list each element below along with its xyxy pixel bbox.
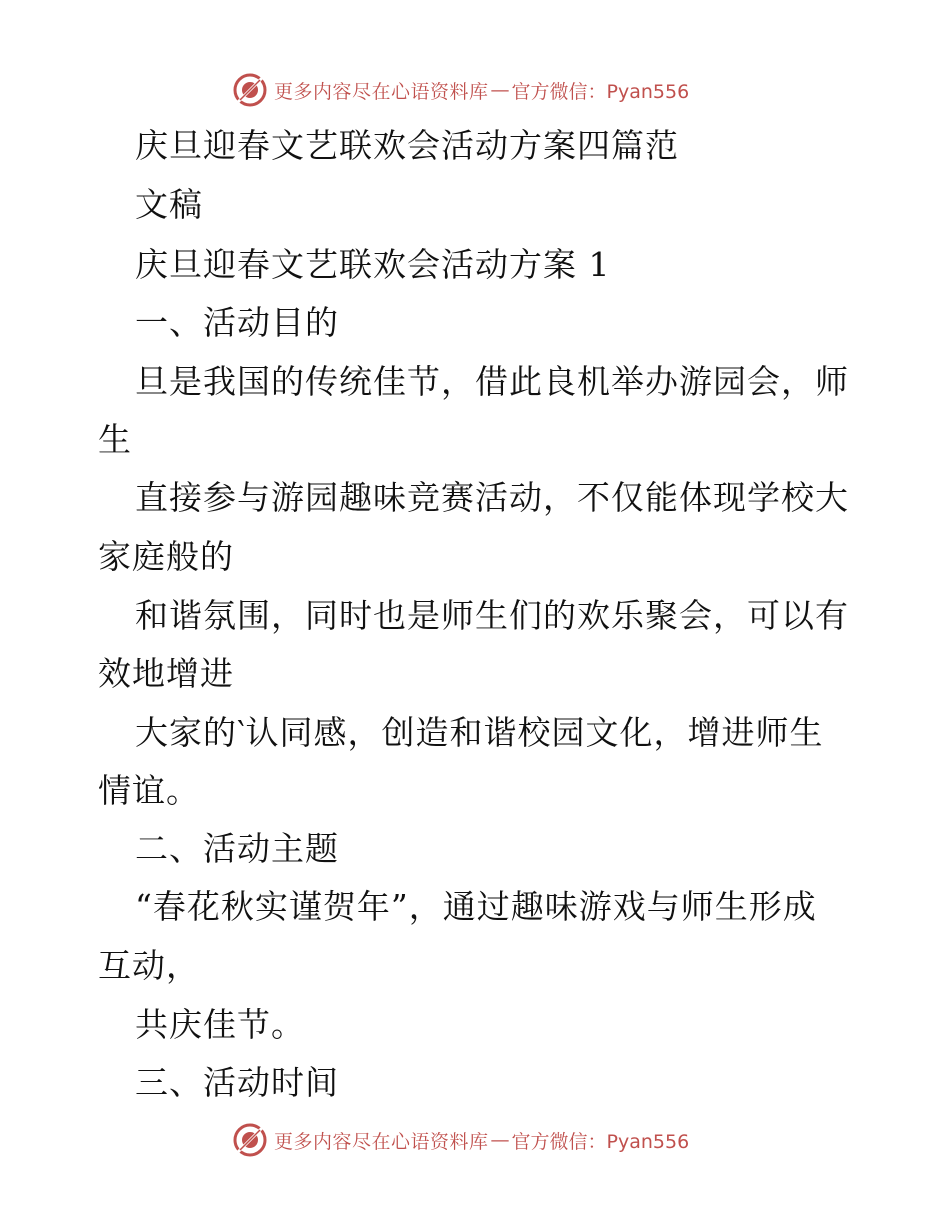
logo-icon xyxy=(232,72,268,108)
header-watermark xyxy=(232,70,712,110)
footer-watermark xyxy=(232,1120,712,1160)
paragraph-line: 效地增进 xyxy=(98,654,234,693)
paragraph-line: 旦是我国的传统佳节，借此良机举办游园会，师 xyxy=(135,362,849,401)
doc-title-line-2: 文稿 xyxy=(135,185,203,224)
paragraph-line: 家庭般的 xyxy=(98,537,234,576)
watermark-separator: — xyxy=(490,1129,510,1151)
logo-icon xyxy=(232,1122,268,1158)
paragraph-line: 直接参与游园趣味竞赛活动，不仅能体现学校大 xyxy=(135,478,849,517)
paragraph-line: “春花秋实谨贺年”，通过趣味游戏与师生形成 xyxy=(135,887,817,926)
doc-subtitle: 庆旦迎春文艺联欢会活动方案 1 xyxy=(135,245,611,284)
doc-title-line-1: 庆旦迎春文艺联欢会活动方案四篇范 xyxy=(135,126,679,165)
paragraph-line: 和谐氛围，同时也是师生们的欢乐聚会，可以有 xyxy=(135,596,849,635)
paragraph-line: 大家的‵认同感，创造和谐校园文化，增进师生 xyxy=(135,713,824,752)
watermark-separator: — xyxy=(490,79,510,101)
section-heading-2: 二、活动主题 xyxy=(135,829,339,868)
watermark-text: 更多内容尽在心语资料库 xyxy=(274,1130,489,1153)
paragraph-line: 共庆佳节。 xyxy=(135,1005,305,1044)
paragraph-line: 互动， xyxy=(98,946,200,985)
section-heading-1: 一、活动目的 xyxy=(135,303,339,342)
paragraph-line: 生 xyxy=(98,420,132,459)
watermark-contact: 官方微信：Pyan556 xyxy=(511,80,690,103)
paragraph-line: 情谊。 xyxy=(98,771,200,810)
watermark-contact: 官方微信：Pyan556 xyxy=(511,1130,690,1153)
section-heading-3: 三、活动时间 xyxy=(135,1063,339,1102)
watermark-text: 更多内容尽在心语资料库 xyxy=(274,80,489,103)
